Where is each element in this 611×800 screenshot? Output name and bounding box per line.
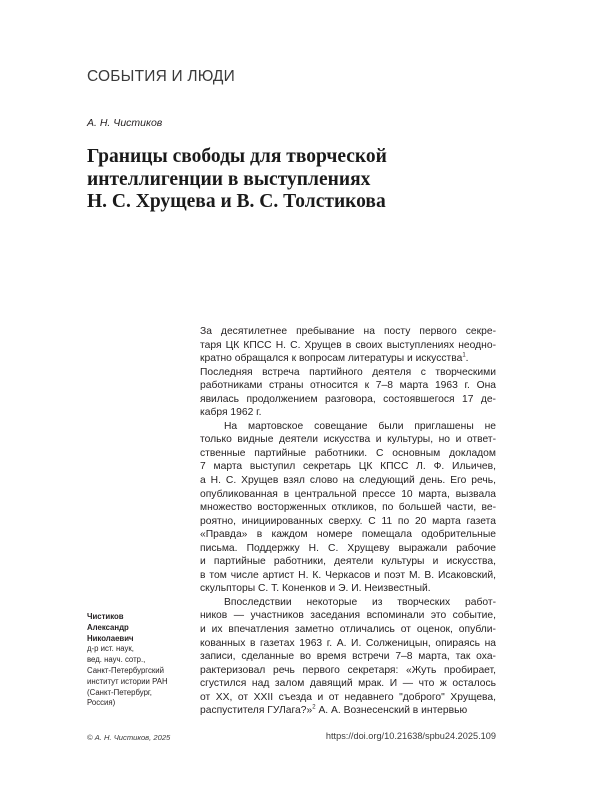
copyright-notice: © А. Н. Чистиков, 2025: [87, 733, 171, 742]
body-line: множество восторженных откликов, по большей части, ве-: [200, 502, 496, 514]
body-line: скульпторы С. Т. Коненков и Э. И. Неизвестный.: [200, 583, 431, 595]
body-line: и партийные работники, деятели культуры и искусства,: [200, 556, 496, 568]
article-body: [200, 325, 496, 718]
title-line: Границы свободы для творческой: [87, 146, 387, 167]
body-line: письма. Поддержку Н. С. Хрущеву выражали рабочие: [200, 542, 496, 554]
sidebar-info-line: (Санкт-Петербург,: [87, 687, 152, 697]
sidebar-name-line: Александр: [87, 622, 129, 632]
body-line: «Правда» в каждом номере помещала одобрительные: [200, 529, 496, 541]
section-heading: СОБЫТИЯ И ЛЮДИ: [87, 68, 235, 85]
body-line: опубликованная в центральной прессе 10 марта, вызвала: [200, 488, 496, 500]
article-title: [87, 146, 527, 214]
body-line: а Н. С. Хрущев взял слово на следующий день. Его речь,: [200, 475, 496, 487]
body-line: от XX, от XXII съезда и от недавнего "доброго" Хрущева,: [200, 691, 496, 703]
body-line-text: А. А. Вознесенский в интервью: [315, 705, 468, 717]
title-line: Н. С. Хрущева и В. С. Толстикова: [87, 191, 386, 212]
sidebar-info-line: Россия): [87, 698, 116, 708]
body-line: кабря 1962 г.: [200, 407, 262, 419]
body-line: На мартовское совещание были приглашены не: [224, 420, 496, 432]
body-line: явилась продолжением разговора, состоявшегося 17 де-: [200, 393, 496, 405]
body-line: только видные деятели искусства и культуры, но и ответ-: [200, 434, 496, 446]
body-line: За десятилетнее пребывание на посту первого секре-: [200, 326, 496, 337]
body-line: в том числе артист Н. К. Черкасов и поэт М. В. Исаковский,: [200, 569, 496, 581]
body-line: записи, сделанные во время встречи 7–8 марта, так оха-: [200, 651, 496, 663]
footnote-ref: 2: [312, 704, 316, 711]
sidebar-name-line: Чистиков: [87, 612, 124, 621]
body-line: кованных в газетах 1963 г. А. И. Солженицын, опираясь на: [200, 637, 496, 649]
doi-link[interactable]: https://doi.org/10.21638/spbu24.2025.109: [325, 731, 496, 741]
body-line: таря ЦК КПСС Н. С. Хрущев в своих выступлениях неодно-: [200, 339, 496, 351]
body-line: работниками страны относится к 7–8 марта 1963 г. Она: [200, 380, 496, 392]
body-line: 7 марта выступил секретарь ЦК КПСС Л. Ф. Ильичев,: [200, 461, 496, 473]
sidebar-info-line: д-р ист. наук,: [87, 644, 134, 654]
footnote-ref: 1: [462, 352, 466, 359]
body-line: ников — участников заседания вспоминали это событие,: [200, 610, 496, 622]
body-line: кратно обращался к вопросам литературы и искусства$^1$.: [200, 352, 469, 365]
sidebar-name-line: Николаевич: [87, 633, 134, 643]
body-line: [200, 704, 496, 718]
sidebar-info-line: Санкт-Петербургский: [87, 665, 164, 675]
body-line: сгустился над залом давящий мрак. И — что ж осталось: [200, 678, 496, 690]
sidebar-info-line: институт истории РАН: [87, 676, 168, 686]
body-line: Впоследствии некоторые из творческих работ-: [224, 596, 496, 608]
body-line-text: кратно обращался к вопросам литературы и искусства: [200, 353, 463, 365]
body-line-text: распустителя ГУЛага?»: [200, 705, 313, 717]
body-line: ственные партийные работники. С основным докладом: [200, 447, 496, 459]
author-sidebar: [87, 612, 199, 709]
body-line: роятно, инициированных сверху. С 11 по 20 марта газета: [200, 515, 496, 527]
body-line: и их впечатления заметно отличались от оценок, опубли-: [200, 624, 496, 636]
body-line: рактеризовал речь первого секретаря: «Жуть пробирает,: [200, 664, 496, 676]
body-line: Последняя встреча партийного деятеля с творческими: [200, 366, 496, 378]
sidebar-info-line: вед. науч. сотр.,: [87, 655, 146, 665]
author-name: А. Н. Чистиков: [87, 117, 163, 129]
title-line: интеллигенции в выступлениях: [87, 168, 371, 190]
